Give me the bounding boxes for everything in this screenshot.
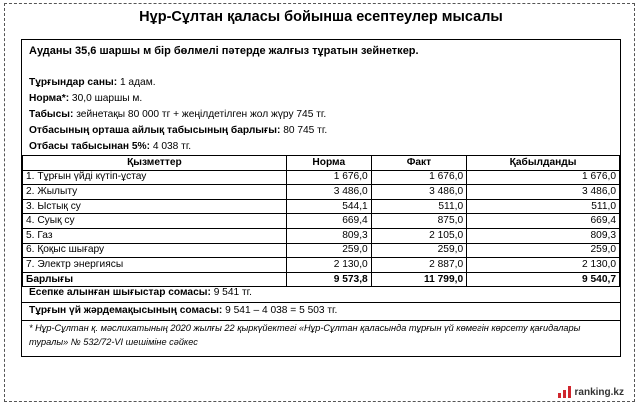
table-row: 2. Жылыту 3 486,0 3 486,0 3 486,0	[23, 185, 620, 200]
info-line: Отбасы табысынан 5%: 4 038 тг.	[29, 141, 192, 152]
info-line: Табысы: зейнетақы 80 000 тг + жеңілдетілген жол жүру 745 тг.	[29, 109, 327, 120]
table-row: 7. Электр энергиясы 2 130,0 2 887,0 2 130,0	[23, 258, 620, 273]
divider	[22, 302, 620, 303]
case-description: Ауданы 35,6 шаршы м бір бөлмелі пәтерде жалғыз тұратын зейнеткер.	[29, 45, 419, 57]
info-line: Норма*: 30,0 шаршы м.	[29, 93, 143, 104]
info-line: Отбасының орташа айлық табысының барлығы: 80 745 тг.	[29, 125, 328, 136]
table-row: 4. Суық су 669,4 875,0 669,4	[23, 214, 620, 229]
col-header-norm: Норма	[286, 156, 371, 171]
col-header-services: Қызметтер	[23, 156, 287, 171]
footnote: * Нұр-Сұлтан қ. мәслихатының 2020 жылғы 22 қыркүйектегі «Нұр-Сұлтан қаласында тұрғын үй көмегін көрсету қағидалары туралы» № 532/72-VI шешіміне сәйкес	[29, 323, 581, 347]
table-header-row	[23, 156, 620, 171]
table-row: 5. Газ 809,3 2 105,0 809,3	[23, 228, 620, 243]
table-row: 6. Қоқыс шығару 259,0 259,0 259,0	[23, 243, 620, 258]
summary-line: Тұрғын үй жәрдемақысының сомасы: 9 541 – 4 038 = 5 503 тг.	[29, 305, 338, 316]
bar-chart-icon	[558, 386, 572, 398]
table-total-row: Барлығы 9 573,8 11 799,0 9 540,7	[23, 272, 620, 287]
table-row: 1. Тұрғын үйді күтіп-ұстау 1 676,0 1 676,0 1 676,0	[23, 170, 620, 185]
col-header-accepted: Қабылданды	[467, 156, 620, 171]
table-row: 3. Ыстық су 544,1 511,0 511,0	[23, 199, 620, 214]
services-table	[22, 155, 620, 287]
page-title: Нұр-Сұлтан қаласы бойынша есептеулер мысалы	[139, 9, 503, 25]
col-header-fact: Факт	[371, 156, 466, 171]
calculation-card	[21, 39, 621, 357]
summary-line: Есепке алынған шығыстар сомасы: 9 541 тг.	[29, 287, 252, 298]
logo-text: ranking.kz	[574, 386, 624, 398]
info-line: Тұрғындар саны: 1 адам.	[29, 77, 156, 88]
ranking-logo	[558, 386, 624, 398]
